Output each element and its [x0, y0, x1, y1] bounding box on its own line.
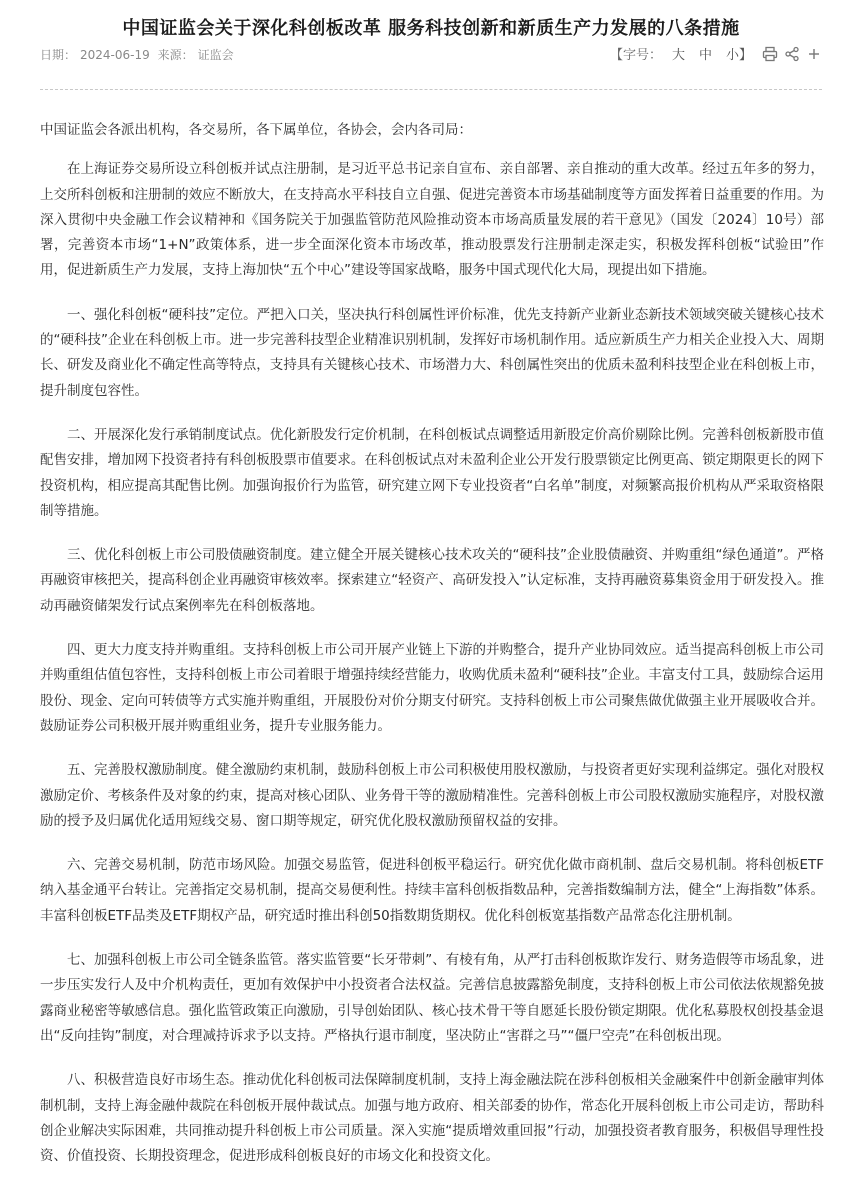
paragraph-measure-7: 七、加强科创板上市公司全链条监管。落实监管要“长牙带刺”、有棱有角，从严打击科创板欺诈发行、财务造假等市场乱象，进一步压实发行人及中介机构责任，更加有效保护中小投资者合法权益。完善信息披露豁免制度，支持科创板上市公司依法依规豁免披露商业秘密等敏感信息。强化监管政策正向激励，引导创始团队、核心技术骨干等自愿延长股份锁定期限。优化私募股权创投基金退出“反向挂钩”制度，对合理减持诉求予以支持。严格执行退市制度，坚决防止“害群之马”“僵尸空壳”在科创板出现。: [40, 952, 824, 1044]
paragraph-measure-2: 二、开展深化发行承销制度试点。优化新股发行定价机制，在科创板试点调整适用新股定价高价剔除比例。完善科创板新股市值配售安排，增加网下投资者持有科创板股票市值要求。在科创板试点对未盈利企业公开发行股票锁定比例更高、锁定期限更长的网下投资机构，相应提高其配售比例。加强询报价行为监管，研究建立网下专业投资者“白名单”制度，对频繁高报价机构从严采取资格限制等措施。: [40, 426, 824, 519]
header-divider: [40, 89, 822, 90]
paragraph-intro: 在上海证券交易所设立科创板并试点注册制，是习近平总书记亲自宣布、亲自部署、亲自推动的重大改革。经过五年多的努力，上交所科创板和注册制的效应不断放大，在支持高水平科技自立自强、促进完善资本市场基础制度等方面发挥着日益重要的作用。为深入贯彻中央金融工作会议精神和《国务院关于加强监管防范风险推动资本市场高质量发展的若干意见》（国发〔2024〕10号）部署，完善资本市场“1+N”政策体系，进一步全面深化资本市场改革，推动股票发行注册制走深走实，积极发挥科创板“试验田”作用，促进新质生产力发展，支持上海加快“五个中心”建设等国家战略，服务中国式现代化大局，现提出如下措施。: [40, 161, 824, 279]
paragraph-measure-4: 四、更大力度支持并购重组。支持科创板上市公司开展产业链上下游的并购整合，提升产业协同效应。适当提高科创板上市公司并购重组估值包容性，支持科创板上市公司着眼于增强持续经营能力，收购优质未盈利“硬科技”企业。丰富支付工具，鼓励综合运用股份、现金、定向可转债等方式实施并购重组，开展股份对价分期支付研究。支持科创板上市公司聚焦做优做强主业开展吸收合并。鼓励证券公司积极开展并购重组业务，提升专业服务能力。: [40, 642, 824, 734]
font-size-large-button[interactable]: 大: [671, 48, 685, 63]
article-body: [40, 118, 824, 1188]
font-size-label: 【字号：: [609, 48, 662, 63]
font-size-medium-button[interactable]: 中: [698, 48, 712, 63]
source-value: 证监会: [197, 48, 234, 62]
plus-icon[interactable]: [806, 46, 822, 62]
date-label: 日期：: [40, 48, 77, 62]
font-size-small-button[interactable]: 小】: [725, 48, 752, 63]
page-title: 中国证监会关于深化科创板改革 服务科技创新和新质生产力发展的八条措施: [122, 18, 740, 39]
source-label: 来源：: [157, 48, 194, 62]
paragraph-measure-6: 六、完善交易机制，防范市场风险。加强交易监管，促进科创板平稳运行。研究优化做市商机制、盘后交易机制。将科创板ETF纳入基金通平台转让。完善指定交易机制，提高交易便利性。持续丰富科创板指数品种，完善指数编制方法，健全“上海指数”体系。丰富科创板ETF品类及ETF期权产品，研究适时推出科创50指数期货期权。优化科创板宽基指数产品常态化注册机制。: [40, 857, 824, 924]
share-icon[interactable]: [784, 46, 800, 62]
print-icon[interactable]: [762, 46, 778, 62]
paragraph-measure-5: 五、完善股权激励制度。健全激励约束机制，鼓励科创板上市公司积极使用股权激励，与投资者更好实现利益绑定。强化对股权激励定价、考核条件及对象的约束，提高对核心团队、业务骨干等的激励精准性。完善科创板上市公司股权激励实施程序，对股权激励的授予及归属优化适用短线交易、窗口期等规定，研究优化股权激励预留权益的安排。: [40, 762, 824, 829]
paragraph-measure-1: 一、强化科创板“硬科技”定位。严把入口关，坚决执行科创属性评价标准，优先支持新产业新业态新技术领域突破关键核心技术的“硬科技”企业在科创板上市。进一步完善科技型企业精准识别机制，发挥好市场机制作用。适应新质生产力相关企业投入大、周期长、研发及商业化不确定性高等特点，支持具有关键核心技术、市场潜力大、科创属性突出的优质未盈利科技型企业在科创板上市，提升制度包容性。: [40, 306, 824, 399]
paragraph-measure-8: 八、积极营造良好市场生态。推动优化科创板司法保障制度机制，支持上海金融法院在涉科创板相关金融案件中创新金融审判体制机制，支持上海金融仲裁院在科创板开展仲裁试点。加强与地方政府、相关部委的协作，常态化开展科创板上市公司走访，帮助科创企业解决实际困难，共同推动提升科创板上市公司质量。深入实施“提质增效重回报”行动，加强投资者教育服务，积极倡导理性投资、价值投资、长期投资理念，促进形成科创板良好的市场文化和投资文化。: [40, 1072, 824, 1165]
paragraph-measure-3: 三、优化科创板上市公司股债融资制度。建立健全开展关键核心技术攻关的“硬科技”企业股债融资、并购重组“绿色通道”。严格再融资审核把关，提高科创企业再融资审核效率。探索建立“轻资产、高研发投入”认定标准，支持再融资募集资金用于研发投入。推动再融资储架发行试点案例率先在科创板落地。: [40, 547, 824, 614]
salutation: 中国证监会各派出机构，各交易所，各下属单位，各协会，会内各司局：: [40, 122, 472, 138]
article-meta: [40, 46, 238, 63]
date-value: 2024-06-19: [80, 48, 150, 62]
article-toolbar: [610, 44, 822, 63]
